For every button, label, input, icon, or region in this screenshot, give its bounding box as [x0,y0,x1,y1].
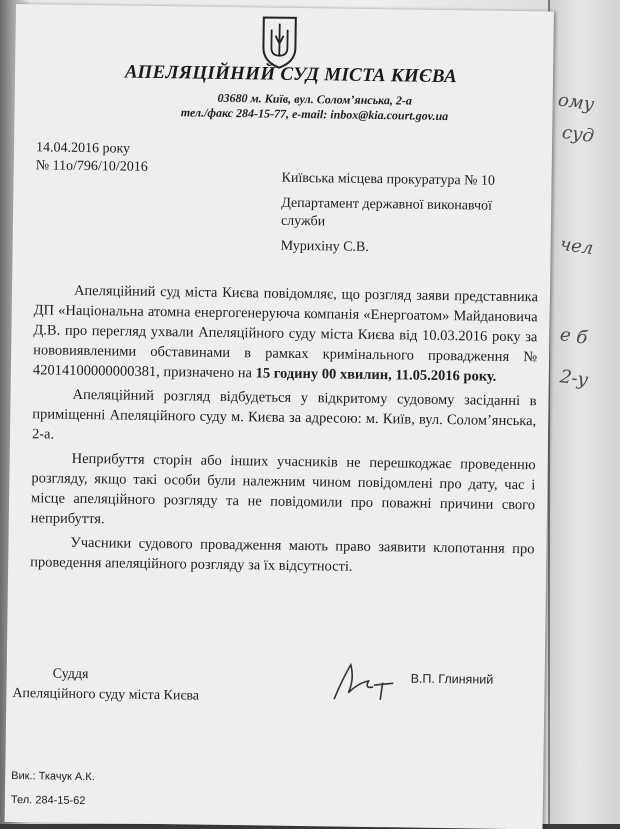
body-paragraph-text: Апеляційний суд міста Києва повідомляє, що розгляд заяви представника ДП «Національна атомна енергогенеруюча компанія «Енергоатом» Майдановича Д.В. про перегляд ухвали Апеляційного суду міста Києва від 10.03.2016 року за нововиявленими обставинами в рамках кримінального провадження № 42014100000000381, призначено на [32,282,539,382]
addressee-block [280,170,531,266]
addressee-prosecutor: Київська місцева прокуратура № 10 [281,170,496,189]
court-address: 03680 м. Київ, вул. Солом’янська, 2-а [217,90,412,108]
addressee-person: Мурихіну С.В. [280,238,369,255]
body-paragraph: Учасники судового провадження мають право заявити клопотання про проведення апеляційного розгляду за їх відсутності. [30,534,535,575]
back-page [548,0,620,824]
court-name: АПЕЛЯЦІЙНИЙ СУД МІСТА КИЄВА [124,61,458,88]
back-page-fragment: е б [558,324,589,349]
back-page-fragment: 2-у [558,366,590,391]
court-address-block [164,90,464,124]
letter-date: 14.04.2016 року [35,140,131,157]
signer-court: Апеляційного суду міста Києва [12,686,200,704]
executor: Вик.: Ткачук А.К. [11,770,95,784]
court-contacts: тел./факс 284-15-77, e-mail: inbox@kia.court.gov.ua [180,105,449,124]
back-page-fragment: суд [560,121,596,148]
coat-of-arms-icon [259,13,300,70]
hearing-time: 15 годину 00 хвилин, 11.05.2016 року. [255,365,497,385]
letter-page [5,4,554,829]
executor-phone: Тел. 284-15-62 [10,794,86,808]
back-page-fragment: ому [556,89,596,116]
letter-body [30,280,538,583]
signer-title: Суддя [52,666,89,683]
addressee-department: Департамент державної виконавчої служби [280,195,493,230]
body-paragraph: Апеляційний розгляд відбудеться у відкритому судовому засіданні в приміщенні Апеляційного суду м. Києва за адресою: м. Київ, вул. Солом’янська, 2-а. [31,386,537,443]
handwritten-signature [328,658,403,705]
letter-number: № 11о/796/10/2016 [35,158,148,175]
back-page-fragment: чел [558,233,595,260]
signer-name: В.П. Глиняний [410,671,494,687]
body-paragraph: Неприбуття сторін або інших учасників не перешкоджає проведенню розгляду, якщо такі особи були належним чином повідомлені про дату, час і місце апеляційного розгляду та не повідомили про поважні причини свого неприбуття. [30,450,536,528]
body-paragraph [33,280,538,387]
